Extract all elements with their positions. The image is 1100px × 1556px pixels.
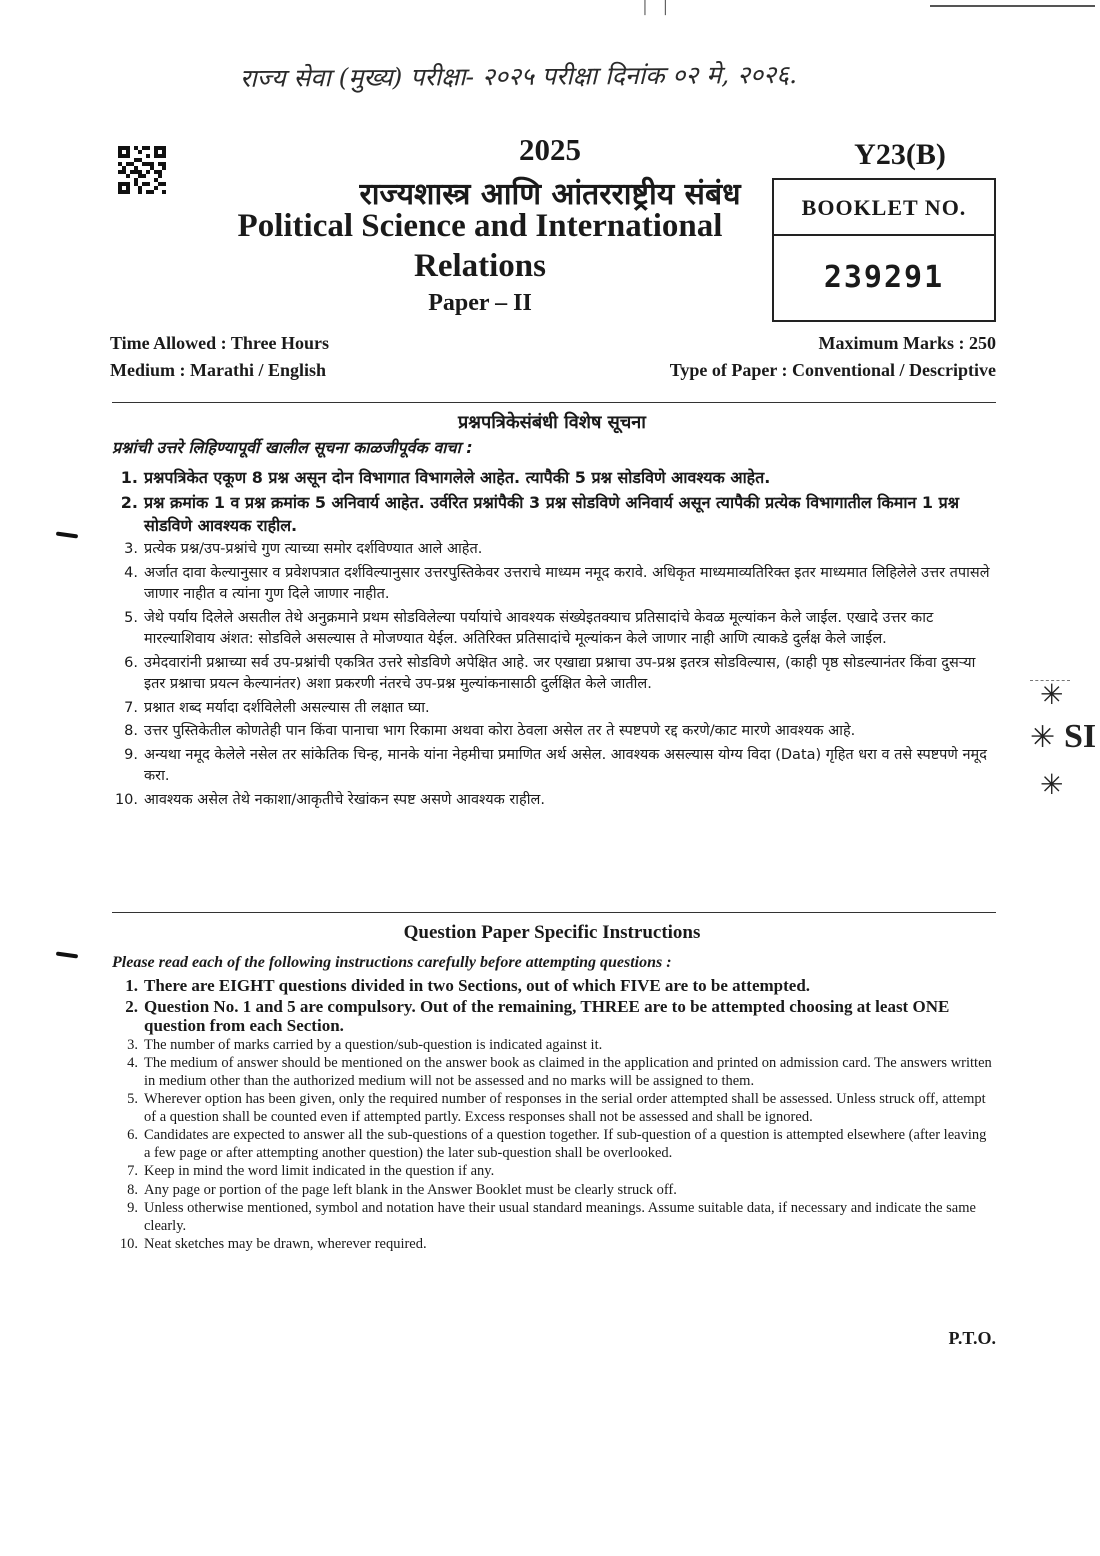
type-of-paper: Type of Paper : Conventional / Descriptive: [669, 360, 996, 380]
divider: [112, 402, 996, 403]
list-item: [112, 539, 992, 561]
scan-mark: │ │: [640, 0, 671, 15]
item-text: Unless otherwise mentioned, symbol and notation have their usual standard meanings. Assume suitable data, if necessary and indicate the same clearly.: [144, 1200, 976, 1234]
item-text: प्रश्न क्रमांक 1 व प्रश्न क्रमांक 5 अनिवार्य आहेत. उर्वरित प्रश्नांपैकी 3 प्रश्न सोडविणे अनिवार्य असून त्यापैकी प्रत्येक विभागातील किमान 1 प्रश्न सोडविणे आवश्यक राहील.: [144, 493, 960, 535]
item-number: 3.: [124, 541, 138, 557]
item-text: Candidates are expected to answer all the sub-questions of a question together. If sub-question of a question is attempted elsewhere (after leaving a few page or after attempting another question) the later sub-question shall be overlooked.: [144, 1127, 987, 1161]
item-number: 4.: [124, 564, 138, 581]
list-item: [112, 1200, 992, 1235]
medium: Medium : Marathi / English: [110, 360, 327, 380]
item-number: 9.: [124, 746, 138, 763]
item-text: Keep in mind the word limit indicated in the question if any.: [144, 1163, 495, 1179]
item-text: The medium of answer should be mentioned on the answer book as claimed in the application and printed on admission card. The answers written in medium other than the authorized medium will not be assessed and no marks will be assigned to them.: [144, 1055, 992, 1089]
list-item: [112, 745, 992, 788]
marathi-instructions-list: [112, 466, 992, 813]
subject-title-english-line2: Relations: [414, 248, 546, 284]
exam-year: 2025: [519, 132, 581, 167]
item-text: उमेदवारांनी प्रश्नाच्या सर्व उप-प्रश्नांची एकत्रित उत्तरे सोडविणे अपेक्षित आहे. जर एखाद्या प्रश्नाचा उप-प्रश्न इतरत्र सोडविल्यास, (काही पृष्ठ सोडल्यानंतर किंवा दुसऱ्या इतर प्रश्नाचा प्रयत्न केल्यानंतर) अशा प्रकरणी नंतरचे उप-प्रश्न मुल्यांकनासाठी दुर्लक्षित केले जातील.: [144, 654, 976, 692]
marathi-instructions-intro: प्रश्नांची उत्तरे लिहिण्यापूर्वी खालील सूचना काळजीपूर्वक वाचा :: [112, 438, 473, 457]
handwritten-exam-note: राज्य सेवा (मुख्य) परीक्षा- २०२५ परीक्षा दिनांक ०२ मे, २०२६.: [239, 59, 798, 93]
list-item: [112, 997, 992, 1036]
subject-title-marathi: राज्यशास्त्र आणि आंतरराष्ट्रीय संबंध: [359, 177, 741, 212]
item-number: 8.: [127, 1181, 138, 1198]
item-text: There are EIGHT questions divided in two Sections, out of which FIVE are to be attempted.: [144, 976, 811, 995]
item-text: The number of marks carried by a question/sub-question is indicated against it.: [144, 1036, 603, 1053]
subject-title-english-line1: Political Science and International: [237, 208, 723, 244]
margin-partial-text: SI: [1064, 718, 1097, 755]
list-item: [112, 1055, 992, 1090]
list-item: [112, 721, 992, 743]
item-text: आवश्यक असेल तेथे नकाशा/आकृतीचे रेखांकन स्पष्ट असणे आवश्यक राहील.: [144, 791, 545, 808]
time-allowed: Time Allowed : Three Hours: [110, 333, 330, 353]
item-number: 1.: [125, 976, 138, 995]
paper-code: Y23(B): [854, 138, 946, 171]
item-number: 9.: [127, 1200, 138, 1216]
item-number: 4.: [127, 1055, 138, 1071]
list-item: [112, 563, 992, 606]
item-text: Neat sketches may be drawn, wherever required.: [144, 1236, 427, 1252]
item-number: 7.: [124, 699, 138, 716]
maximum-marks: Maximum Marks : 250: [818, 333, 996, 353]
paper-number: Paper – II: [428, 290, 532, 316]
item-number: 8.: [124, 723, 138, 739]
list-item: [112, 976, 992, 996]
booklet-number: 239291: [823, 260, 945, 295]
item-number: 6.: [124, 654, 138, 671]
margin-tick-mark: [56, 951, 78, 958]
list-item: [112, 466, 992, 489]
booklet-label: BOOKLET NO.: [774, 180, 994, 236]
scan-line: [930, 5, 1095, 7]
list-item: [112, 698, 992, 720]
item-text: Wherever option has been given, only the required number of responses in the serial order attempted shall be assessed. Unless struck off, attempt of a question shall be counted even if attempted partly. Excess responses shall not be assessed and shall be ignored.: [144, 1091, 986, 1125]
list-item: [112, 608, 992, 651]
list-item: [112, 1163, 992, 1181]
booklet-number-box: [772, 178, 996, 322]
item-text: उत्तर पुस्तिकेतील कोणतेही पान किंवा पानाचा भाग रिकामा अथवा कोरा ठेवला असेल तर ते स्पष्टपणे रद्द करणे/काट मारणे आवश्यक आहे.: [144, 723, 856, 739]
list-item: [112, 1127, 992, 1162]
english-instructions-intro: Please read each of the following instructions carefully before attempting questions :: [112, 954, 672, 971]
list-item: [112, 1037, 992, 1055]
qr-code-icon: [118, 146, 166, 194]
asterisk-icon: ✳: [1030, 720, 1056, 755]
item-number: 1.: [120, 468, 138, 487]
marathi-instructions-heading: प्रश्नपत्रिकेसंबंधी विशेष सूचना: [458, 412, 646, 433]
item-number: 10.: [119, 1236, 138, 1252]
item-text: Any page or portion of the page left blank in the Answer Booklet must be clearly struck off.: [144, 1181, 677, 1198]
english-instructions-heading: Question Paper Specific Instructions: [403, 922, 701, 943]
item-text: प्रत्येक प्रश्न/उप-प्रश्नांचे गुण त्याच्या समोर दर्शविण्यात आले आहेत.: [144, 541, 483, 557]
item-text: जेथे पर्याय दिलेले असतील तेथे अनुक्रमाने प्रथम सोडविलेल्या पर्यायांचे आवश्यक संख्येइतक्याच प्रतिसादांचे केवळ मूल्यांकन केले जाईल. एखादे उत्तर काट मारल्याशिवाय अंशत: सोडविले असल्यास ते मोजण्यात येईल. अतिरिक्त प्रतिसादांचे मूल्यांकन केले जाणार नाही आणि त्याकडे दुर्लक्ष केले जाईल.: [144, 609, 934, 647]
item-number: 2.: [125, 996, 138, 1016]
list-item: [112, 653, 992, 696]
list-item: [112, 1091, 992, 1126]
item-text: अर्जात दावा केल्यानुसार व प्रवेशपत्रात दर्शविल्यानुसार उत्तरपुस्तिकेवर उत्तराचे माध्यम नमूद करावे. अधिकृत माध्यमाव्यतिरिक्त इतर माध्यमात लिहिलेले उत्तर तपासले जाणार नाहीत व त्यांना गुण दिले जाणार नाहीत.: [144, 564, 990, 602]
list-item: [112, 790, 992, 812]
item-number: 10.: [114, 791, 138, 808]
item-number: 3.: [127, 1036, 138, 1053]
item-text: अन्यथा नमूद केलेले नसेल तर सांकेतिक चिन्ह, मानके यांना नेहमीचा प्रमाणित अर्थ असेल. आवश्यक असल्यास योग्य विदा (Data) गृहित धरा व तसे स्पष्टपणे नमूद करा.: [144, 746, 987, 784]
list-item: [112, 1182, 992, 1200]
list-item: [112, 1236, 992, 1254]
item-number: 5.: [124, 609, 138, 626]
asterisk-icon: ✳: [1040, 678, 1064, 711]
margin-tick-mark: [56, 531, 78, 538]
list-item: [112, 491, 992, 537]
english-instructions-list: [112, 976, 992, 1255]
item-number: 5.: [127, 1091, 138, 1107]
item-text: Question No. 1 and 5 are compulsory. Out of the remaining, THREE are to be attempted choosing at least ONE question from each Section.: [144, 996, 950, 1035]
item-text: प्रश्नात शब्द मर्यादा दर्शविलेली असल्यास ती लक्षात घ्या.: [144, 699, 430, 716]
item-number: 6.: [127, 1127, 138, 1143]
divider: [112, 912, 996, 913]
please-turn-over: P.T.O.: [948, 1328, 996, 1348]
asterisk-icon: ✳: [1040, 768, 1064, 801]
item-number: 2.: [120, 493, 138, 512]
item-text: प्रश्नपत्रिकेत एकूण 8 प्रश्न असून दोन विभागात विभागलेले आहेत. त्यापैकी 5 प्रश्न सोडविणे आवश्यक आहेत.: [144, 468, 771, 487]
item-number: 7.: [127, 1163, 138, 1179]
